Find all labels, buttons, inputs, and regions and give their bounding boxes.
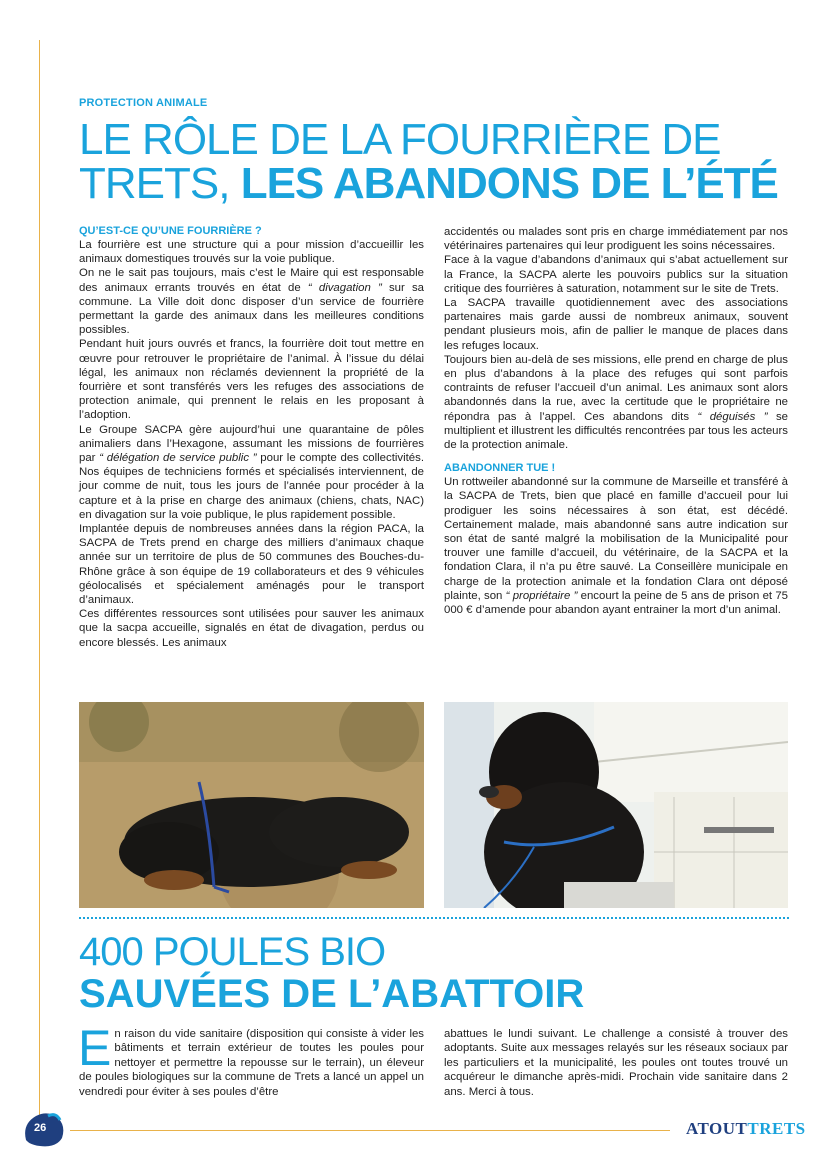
paragraph: On ne le sait pas toujours, mais c’est le Maire qui est responsable des animaux errants trouvés en état de “ divagation ” sur sa commune. La Ville doit donc disposer d’un service de fourrière permettant la garde des animaux dans les meilleures conditions possibles. xyxy=(79,267,424,337)
paragraph: Ces différentes ressources sont utilisées pour sauver les animaux que la sacpa accueille, signalés en état de divagation, perdus ou encore blessés. Les animaux xyxy=(79,608,424,649)
paragraph: accidentés ou malades sont pris en charge immédiatement par nos vétérinaires partenaires qui leur prodiguent les soins nécessaires. xyxy=(444,226,788,253)
article-column-1 xyxy=(79,225,424,650)
page-number: 26 xyxy=(34,1122,47,1134)
brand-logo: ATOUTTRETS xyxy=(686,1119,806,1138)
footer-rule xyxy=(70,1130,670,1131)
paragraph: Implantée depuis de nombreuses années dans la région PACA, la SACPA de Trets prend en charge des milliers d’animaux chaque année sur un territoire de plus de 50 communes des Bouches-du-Rhône grâce à son équipe de 19 collaborateurs et des 9 véhicules géolocalisés et spécialement aménagés pour le transport d’animaux. xyxy=(79,523,424,607)
paragraph: La SACPA travaille quotidiennement avec des associations partenaires mais garde aussi de nombreux animaux, souvent pendant plusieurs mois, afin de pallier le manque de places dans les refuges locaux. xyxy=(444,297,788,352)
title-line-2-light: TRETS, xyxy=(79,159,241,208)
subheading-abandonner: ABANDONNER TUE ! xyxy=(444,462,556,475)
article2-title-line-1: 400 POULES BIO xyxy=(79,930,386,974)
article2-column-2: abattues le lundi suivant. Le challenge a consisté à trouver des adoptants. Suite aux messages relayés sur les réseaux sociaux par les particuliers et la municipalité, les poules ont toutes trouvé un acquéreur le dimanche après-midi. Prochain vide sanitaire dans 2 ans. Merci à tous. xyxy=(444,1028,788,1098)
paragraph: n raison du vide sanitaire (disposition qui consiste à vider les bâtiments et terrain extérieur de toutes les poules pour nettoyer et permettre la repousse sur le terrain), un éleveur de poules biologiques sur la commune de Trets a lancé un appel un vendredi pour éviter à ses poules d’être xyxy=(79,1028,424,1098)
paragraph: Toujours bien au-delà de ses missions, elle prend en charge de plus en plus d’abandons à la place des refuges qui sont parfois contraints de refuser l’accueil d’un animal. Les animaux sont alors abandonnés dans la rue, avec la certitude que le propriétaire ne répondra pas à l’appel. Ces abandons dits “ déguisés ” se multiplient et illustrent les difficultés rencontrées par tous les acteurs de la protection animale. xyxy=(444,353,788,452)
article-column-2 xyxy=(444,225,788,617)
dog-window-photo xyxy=(444,702,788,908)
paragraph: La fourrière est une structure qui a pour mission d’accueillir les animaux domestiques trouvés sur la voie publique. xyxy=(79,239,424,266)
margin-rule xyxy=(39,40,40,1120)
paragraph: Un rottweiler abandonné sur la commune de Marseille et transféré à la SACPA de Trets, bien que placé en famille d’accueil pour lui prodiguer les soins nécessaires à son état, est décédé. Certainement malade, mais abandonné sans autre indication sur son état de santé malgré la mobilisation de la Municipalité pour trouver une famille d’accueil, du vétérinaire, de la SACPA et la fondation Clara, il n’a pu être sauvé. La Conseillère municipale en charge de la protection animale et la fondation Clara ont déposé plainte, son “ propriétaire ” encourt la peine de 5 ans de prison et 75 000 € d’amende pour abandon ayant entrainer la mort d’un animal. xyxy=(444,476,788,617)
article2-column-1 xyxy=(78,1020,424,1099)
title-line-1: LE RÔLE DE LA FOURRIÈRE DE xyxy=(79,115,721,164)
subheading-fourriere: QU’EST-CE QU’UNE FOURRIÈRE ? xyxy=(79,225,262,237)
paragraph: Le Groupe SACPA gère aujourd’hui une quarantaine de pôles animaliers dans l’Hexagone, assumant les missions de fourrières par “ délégation de service public ” pour le compte des collectivités. Nos équipes de techniciens formés et spécialisés interviennent, de jour comme de nuit, tous les jours de l’année pour procéder à la capture et à la prise en charge des animaux (chiens, chats, NAC) en divagation sur la voie publique, le plus rapidement possible. xyxy=(79,423,424,521)
section-tag: PROTECTION ANIMALE xyxy=(79,97,208,109)
paragraph: Pendant huit jours ouvrés et francs, la fourrière doit tout mettre en œuvre pour retrouver le propriétaire de l’animal. À l’issue du délai légal, les animaux non réclamés deviennent la propriété de la fourrière et sont transférés vers les refuges des associations de protection animale, qui prennent le relais en les proposant à l’adoption. xyxy=(79,338,424,422)
dog-lying-photo xyxy=(79,702,424,908)
article2-title-line-2: SAUVÉES DE L’ABATTOIR xyxy=(79,972,585,1016)
section-divider xyxy=(79,917,789,919)
paragraph: Face à la vague d’abandons d’animaux qui s’abat actuellement sur la France, la SACPA alerte les pouvoirs publics sur la situation critique des fourrières à saturation, notamment sur le site de Trets. xyxy=(444,254,788,295)
drop-cap: E xyxy=(78,1020,112,1076)
article-title xyxy=(79,115,779,208)
title-line-2-bold: LES ABANDONS DE L’ÉTÉ xyxy=(240,159,778,208)
